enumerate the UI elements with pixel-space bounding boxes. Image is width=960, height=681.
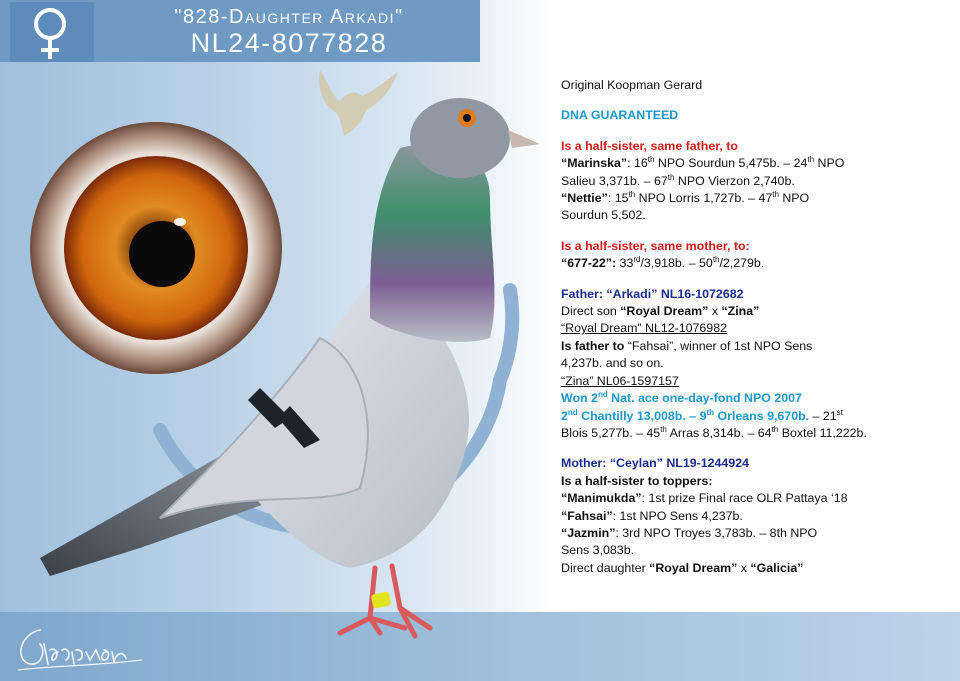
half-sister-father-line1: “Marinska”: 16th NPO Sourdun 5,475b. – 24th NPO	[561, 155, 845, 171]
father-line2: “Royal Dream” NL12-1076982	[561, 321, 727, 336]
pigeon-name: "828-Daughter Arkadi"	[174, 6, 404, 28]
mother-line4: “Jazmin”: 3rd NPO Troyes 3,783b. – 8th NPO	[561, 525, 818, 540]
title-block	[98, 0, 480, 62]
father-line5: “Zina” NL06-1597157	[561, 373, 679, 388]
father-line4: 4,237b. and so on.	[561, 356, 664, 371]
father-line8: Blois 5,277b. – 45th Arras 8,314b. – 64th Boxtel 11,222b.	[561, 424, 867, 440]
mother-line1: Is a half-sister to toppers:	[561, 473, 713, 488]
half-sister-father-line3: “Nettie”: 15th NPO Lorris 1,727b. – 47th NPO	[561, 189, 810, 206]
half-sister-father-heading: Is a half-sister, same father, to	[561, 138, 738, 153]
ring-number: NL24-8077828	[190, 28, 388, 58]
eye-closeup-image	[28, 120, 284, 376]
koopman-signature	[10, 620, 150, 674]
breeder-line: Original Koopman Gerard	[561, 78, 703, 92]
mother-heading: Mother: “Ceylan” NL19-1244924	[561, 456, 749, 471]
half-sister-mother-heading: Is a half-sister, same mother, to:	[561, 238, 750, 253]
female-symbol-icon	[10, 2, 94, 62]
dna-guaranteed: DNA GUARANTEED	[561, 108, 679, 123]
father-line1: Direct son “Royal Dream” x “Zina”	[561, 304, 760, 319]
father-line3: Is father to “Fahsai”, winner of 1st NPO Sens	[561, 338, 813, 353]
mother-line6: Direct daughter “Royal Dream” x “Galicia”	[561, 560, 804, 575]
father-heading: Father: “Arkadi” NL16-1072682	[561, 286, 744, 301]
mother-line3: “Fahsai”: 1st NPO Sens 4,237b.	[561, 508, 743, 523]
pedigree-text	[561, 77, 946, 577]
father-line7: 2nd Chantilly 13,008b. – 9th Orleans 9,670b. – 21st	[561, 407, 843, 423]
father-line6: Won 2nd Nat. ace one-day-fond NPO 2007	[561, 389, 802, 406]
mother-line5: Sens 3,083b.	[561, 543, 635, 558]
half-sister-mother-line: “677-22”: 33rd/3,918b. – 50th/2,279b.	[561, 255, 765, 271]
mother-line2: “Manimukda”: 1st prize Final race OLR Pattaya ‘18	[561, 491, 848, 506]
half-sister-father-line2: Salieu 3,371b. – 67th NPO Vierzon 2,740b.	[561, 172, 795, 188]
half-sister-father-line4: Sourdun 5,502.	[561, 208, 646, 223]
